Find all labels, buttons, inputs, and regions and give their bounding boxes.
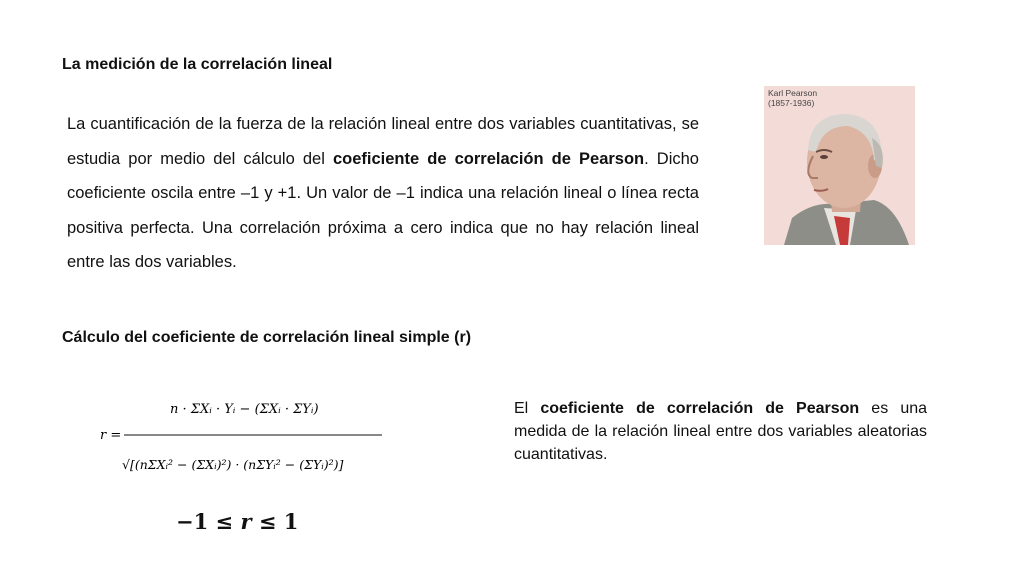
intro-paragraph — [67, 107, 699, 280]
portrait-caption-name: Karl Pearson — [768, 88, 818, 98]
portrait-illustration — [764, 86, 915, 245]
portrait-caption — [768, 88, 817, 108]
intro-text-bold: coeficiente de correlación de Pearson — [332, 149, 645, 168]
formula-denominator: √[(nΣXᵢ² − (ΣXᵢ)²) · (nΣYᵢ² − (ΣYᵢ)²)] — [122, 457, 344, 472]
ineq-left: −1 ≤ — [176, 509, 241, 534]
side-text-part2: es una medida de la relación lineal entre dos variables aleatorias cuantitativas. — [514, 400, 928, 463]
ineq-right: ≤ 1 — [251, 509, 299, 534]
formula-numerator: n · ΣXᵢ · Yᵢ − (ΣXᵢ · ΣYᵢ) — [170, 402, 319, 417]
side-text-part1: El — [514, 400, 541, 417]
ineq-var: r — [240, 509, 252, 534]
section-title-pearson-calculation: Cálculo del coeficiente de correlación lineal simple (r) — [62, 329, 472, 346]
portrait-caption-years: (1857-1936) — [768, 98, 815, 108]
intro-text-part2: . Dicho coeficiente oscila entre –1 y +1. Un valor de –1 indica una relación lineal o línea recta positiva perfecta. Una correlación próxima a cero indica que no hay relación lineal entre las dos variables. — [67, 149, 699, 271]
section-title-lineal-correlation: La medición de la correlación lineal — [62, 56, 333, 73]
r-range-inequality — [176, 509, 298, 534]
formula-lhs: r = — [100, 428, 122, 443]
karl-pearson-portrait — [764, 86, 915, 245]
side-definition-text — [514, 397, 927, 466]
intro-text-part1: La cuantificación de la fuerza de la relación lineal entre dos variables cuantitativas, se estudia por medio del cálculo del — [67, 115, 699, 168]
side-text-bold: coeficiente de correlación de Pearson — [540, 400, 860, 417]
pearson-formula — [92, 383, 392, 503]
